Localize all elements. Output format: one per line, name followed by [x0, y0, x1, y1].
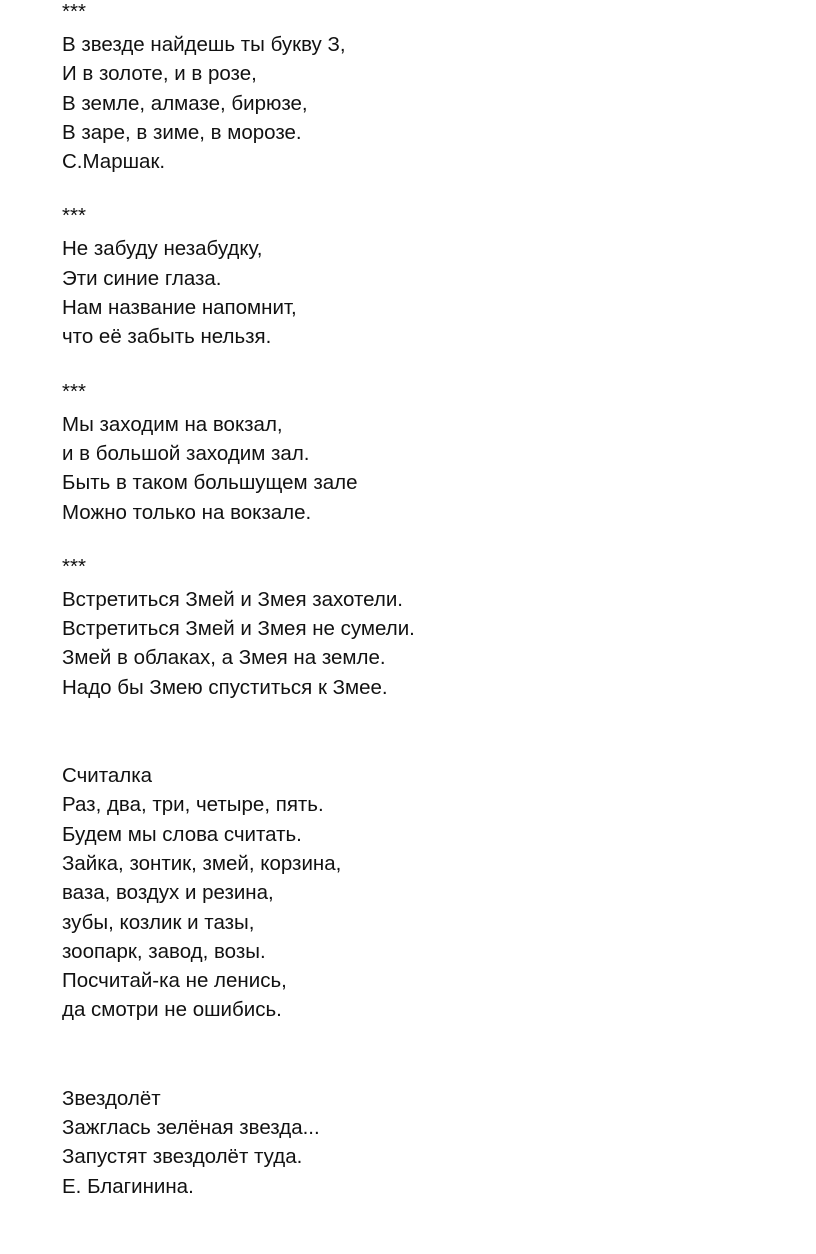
- poem-line: Посчитай-ка не ленись,: [62, 969, 287, 993]
- poem-line: Зайка, зонтик, змей, корзина,: [62, 851, 342, 875]
- poem-line: Будем мы слова считать.: [62, 822, 302, 846]
- blank-line: [62, 702, 415, 761]
- poem-line: Встретиться Змей и Змея не сумели.: [62, 617, 415, 641]
- poem-line: Е. Благинина.: [62, 1174, 194, 1198]
- poem-stanza: [62, 377, 415, 527]
- poem-title: Звездолёт: [62, 1086, 161, 1110]
- poem-line: Раз, два, три, четыре, пять.: [62, 793, 324, 817]
- poem-line: да смотри не ошибись.: [62, 998, 282, 1022]
- poem-line: зубы, козлик и тазы,: [62, 910, 255, 934]
- poem-stanza: [62, 552, 415, 702]
- stanza-separator: ***: [62, 554, 86, 578]
- poem-line: В заре, в зиме, в морозе.: [62, 120, 302, 144]
- poem-stanza: [62, 0, 415, 176]
- poem-line: ваза, воздух и резина,: [62, 881, 274, 905]
- blank-line: [62, 527, 415, 552]
- poem-line: что её забыть нельзя.: [62, 325, 272, 349]
- poem-line: Не забуду незабудку,: [62, 237, 263, 261]
- stanza-separator: ***: [62, 379, 86, 403]
- poem-line: Мы заходим на вокзал,: [62, 412, 283, 436]
- poem-line: Змей в облаках, а Змея на земле.: [62, 646, 386, 670]
- poem-title: Считалка: [62, 764, 153, 788]
- poem-line: Надо бы Змею спуститься к Змее.: [62, 675, 388, 699]
- blank-line: [62, 1025, 415, 1084]
- poem-line: Встретиться Змей и Змея захотели.: [62, 587, 403, 611]
- document-page: [62, 0, 415, 1201]
- poem-line: Быть в таком большущем зале: [62, 471, 358, 495]
- poem-line: И в золоте, и в розе,: [62, 62, 257, 86]
- poem-line: С.Маршак.: [62, 150, 166, 174]
- poem-titled: [62, 761, 415, 1025]
- poem-line: зоопарк, завод, возы.: [62, 939, 266, 963]
- poem-line: и в большой заходим зал.: [62, 441, 310, 465]
- stanza-separator: ***: [62, 0, 86, 23]
- blank-line: [62, 352, 415, 377]
- poem-line: Можно только на вокзале.: [62, 500, 312, 524]
- poem-titled: [62, 1084, 415, 1201]
- poem-line: Эти синие глаза.: [62, 266, 222, 290]
- poem-line: Зажглась зелёная звезда...: [62, 1116, 320, 1140]
- poem-line: В земле, алмазе, бирюзе,: [62, 91, 308, 115]
- blank-line: [62, 176, 415, 201]
- poem-line: Нам название напомнит,: [62, 296, 297, 320]
- poem-line: В звезде найдешь ты букву З,: [62, 33, 346, 56]
- poem-stanza: [62, 201, 415, 351]
- stanza-separator: ***: [62, 204, 86, 228]
- poem-line: Запустят звездолёт туда.: [62, 1145, 303, 1169]
